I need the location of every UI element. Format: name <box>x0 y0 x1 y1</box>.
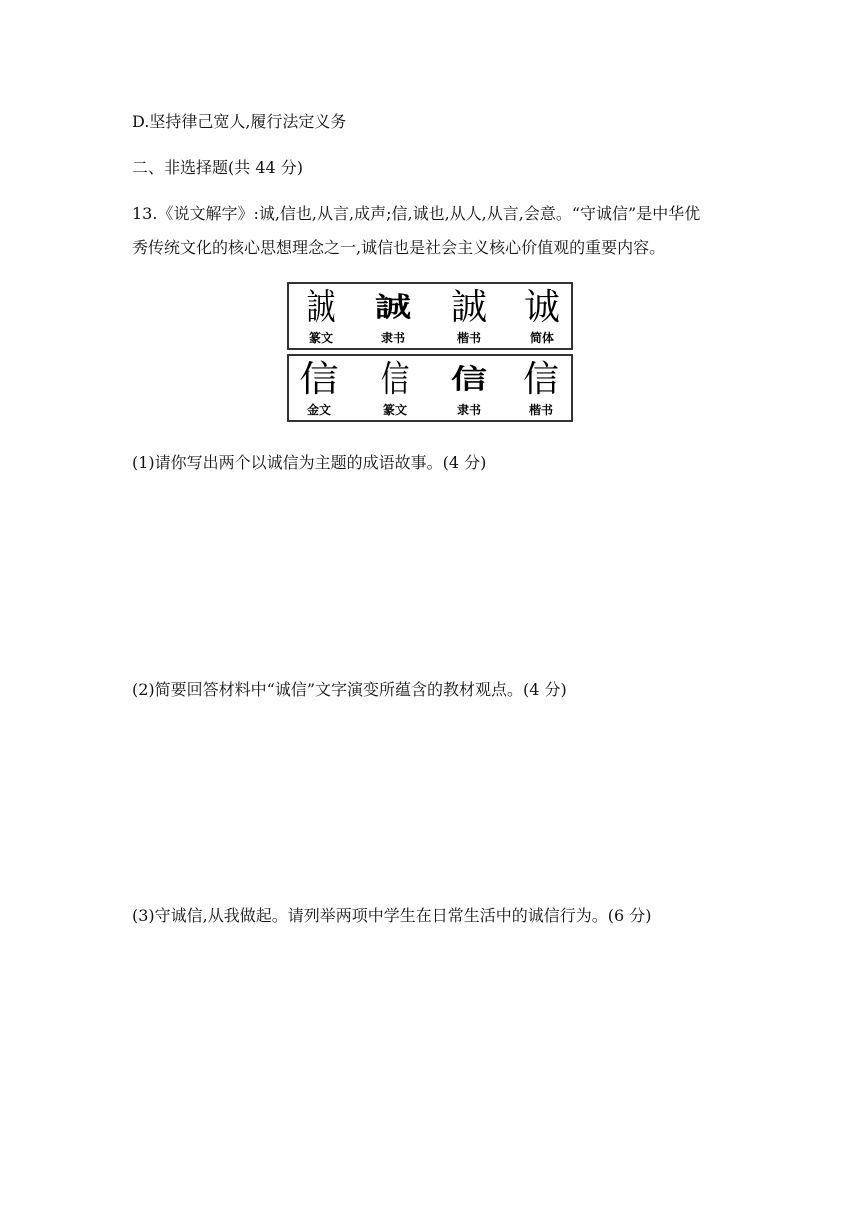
answer-space-1[interactable] <box>132 480 732 670</box>
xin-seal-label: 篆文 <box>382 403 407 417</box>
cheng-seal-glyph: 誠 <box>306 287 336 328</box>
question-13-stem-line-1: 13.《说文解字》:诚,信也,从言,成声;信,诚也,从人,从言,会意。“守诚信”是中华优 <box>132 204 701 223</box>
xin-clerical-label: 隶书 <box>456 403 481 417</box>
xin-bronze-label: 金文 <box>306 403 331 417</box>
answer-space-3[interactable] <box>132 934 732 1164</box>
cheng-clerical-label: 隶书 <box>380 331 405 345</box>
option-d: D.坚持律己宽人,履行法定义务 <box>132 112 347 131</box>
xin-evolution-figure <box>287 354 573 422</box>
sub-question-2: (2)简要回答材料中“诚信”文字演变所蕴含的教材观点。(4 分) <box>132 680 567 699</box>
section-heading: 二、非选择题(共 44 分) <box>132 158 304 177</box>
xin-clerical-glyph: 信 <box>450 364 487 395</box>
xin-seal-glyph: 信 <box>380 359 410 400</box>
cheng-seal-label: 篆文 <box>308 331 333 345</box>
xin-bronze-glyph: 信 <box>299 359 339 400</box>
xin-regular-label: 楷书 <box>528 403 553 417</box>
question-13-stem-line-2: 秀传统文化的核心思想理念之一,诚信也是社会主义核心价值观的重要内容。 <box>132 238 666 257</box>
sub-question-3: (3)守诚信,从我做起。请列举两项中学生在日常生活中的诚信行为。(6 分) <box>132 906 652 925</box>
cheng-regular-glyph: 誠 <box>450 287 487 328</box>
cheng-simplified-label: 简体 <box>529 331 554 345</box>
cheng-simplified-glyph: 诚 <box>523 287 560 328</box>
answer-space-2[interactable] <box>132 708 732 898</box>
cheng-evolution-figure <box>287 282 573 350</box>
cheng-clerical-glyph: 誠 <box>374 292 411 323</box>
sub-question-1: (1)请你写出两个以诚信为主题的成语故事。(4 分) <box>132 453 487 472</box>
xin-regular-glyph: 信 <box>522 359 559 400</box>
cheng-regular-label: 楷书 <box>456 331 481 345</box>
